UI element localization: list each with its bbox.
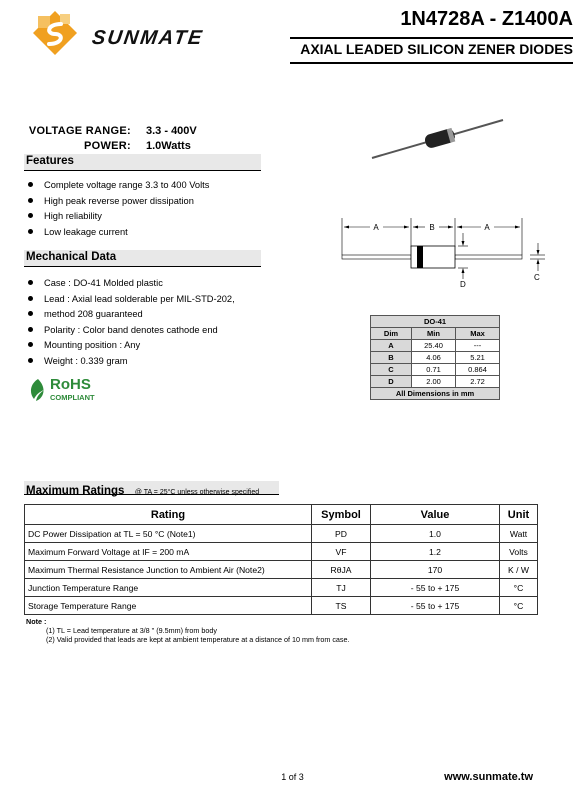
- spec-labels: [27, 124, 131, 154]
- voltage-value: 3.3 - 400V: [146, 125, 197, 137]
- part-number-title: 1N4728A - Z1400A: [400, 8, 573, 30]
- table-row: Storage Temperature Range TS - 55 to + 175 °C: [25, 597, 538, 615]
- notes-title: Note :: [26, 617, 47, 626]
- brand-name: SUNMATE: [90, 27, 206, 49]
- bullet-icon: [28, 229, 33, 234]
- col-header-value: Value: [371, 505, 500, 525]
- dim-label-b: B: [429, 223, 435, 232]
- mechanical-list: [26, 276, 235, 369]
- dim-label-d: D: [460, 280, 466, 289]
- list-item: Case : DO-41 Molded plastic: [26, 276, 235, 292]
- col-header-unit: Unit: [500, 505, 538, 525]
- lead-right: [455, 255, 522, 259]
- dim-col-header: Min: [412, 328, 456, 340]
- power-label: POWER:: [83, 140, 131, 152]
- cathode-band: [417, 246, 423, 268]
- table-row: D 2.00 2.72: [371, 376, 500, 388]
- dim-label-c: C: [534, 273, 540, 282]
- notes-section: [26, 617, 350, 644]
- table-row: Junction Temperature Range TJ - 55 to + 175 °C: [25, 579, 538, 597]
- bullet-icon: [28, 358, 33, 363]
- list-item: Low leakage current: [26, 225, 209, 241]
- ratings-table: [24, 504, 538, 615]
- table-row: A 25.40 ---: [371, 340, 500, 352]
- bullet-icon: [28, 213, 33, 218]
- power-value: 1.0Watts: [146, 140, 191, 152]
- diode-photo-icon: [370, 118, 505, 160]
- bullet-icon: [28, 296, 33, 301]
- spec-values: [146, 124, 197, 154]
- title-rule: [290, 37, 573, 39]
- ratings-condition: @ TA = 25°C unless otherwise specified: [134, 489, 260, 496]
- list-item: Mounting position : Any: [26, 338, 235, 354]
- brand-logo-icon: [32, 10, 78, 56]
- table-row: Maximum Forward Voltage at IF = 200 mA VF 1.2 Volts: [25, 543, 538, 561]
- voltage-label: VOLTAGE RANGE:: [28, 125, 131, 137]
- mechanical-heading: Mechanical Data: [24, 250, 261, 267]
- note-item: (2) Valid provided that leads are kept at ambient temperature at a distance of 10 mm from case.: [46, 635, 350, 644]
- lead-left: [342, 255, 411, 259]
- bullet-icon: [28, 342, 33, 347]
- bullet-icon: [28, 327, 33, 332]
- list-item: High reliability: [26, 209, 209, 225]
- dim-table-title: DO-41: [371, 316, 500, 328]
- product-subtitle: AXIAL LEADED SILICON ZENER DIODES: [300, 41, 573, 57]
- list-item: Weight : 0.339 gram: [26, 354, 235, 370]
- list-item: Polarity : Color band denotes cathode end: [26, 323, 235, 339]
- bullet-icon: [28, 182, 33, 187]
- dim-label-a-left: A: [373, 223, 379, 232]
- rohs-title: RoHS: [50, 376, 91, 393]
- dim-label-a-right: A: [484, 223, 490, 232]
- list-item: Complete voltage range 3.3 to 400 Volts: [26, 178, 209, 194]
- table-row: Maximum Thermal Resistance Junction to Ambient Air (Note2) RθJA 170 K / W: [25, 561, 538, 579]
- dimension-diagram: [335, 215, 550, 295]
- ratings-heading: Maximum Ratings: [26, 485, 125, 497]
- ratings-heading-bar: [24, 481, 279, 495]
- rohs-badge: [27, 376, 107, 404]
- col-header-symbol: Symbol: [312, 505, 371, 525]
- table-row: DC Power Dissipation at TL = 50 °C (Note1) PD 1.0 Watt: [25, 525, 538, 543]
- list-item: High peak reverse power dissipation: [26, 194, 209, 210]
- subtitle-rule: [290, 62, 573, 64]
- bullet-icon: [28, 280, 33, 285]
- features-heading: Features: [24, 154, 261, 171]
- table-row: C 0.71 0.864: [371, 364, 500, 376]
- rohs-subtitle: COMPLIANT: [50, 393, 95, 402]
- list-item: Lead : Axial lead solderable per MIL-STD-202,: [26, 292, 235, 308]
- bullet-icon: [28, 198, 33, 203]
- bullet-icon: [28, 311, 33, 316]
- leaf-icon: [27, 378, 49, 402]
- col-header-rating: Rating: [25, 505, 312, 525]
- dim-table-footer: All Dimensions in mm: [371, 388, 500, 400]
- dim-col-header: Max: [456, 328, 500, 340]
- dimension-table: [370, 315, 500, 400]
- dim-col-header: Dim: [371, 328, 412, 340]
- list-item: method 208 guaranteed: [26, 307, 235, 323]
- note-item: (1) TL = Lead temperature at 3/8 " (9.5mm) from body: [46, 626, 217, 635]
- website-link[interactable]: www.sunmate.tw: [444, 771, 533, 783]
- page-number: 1 of 3: [281, 772, 304, 782]
- features-list: [26, 178, 209, 240]
- table-row: B 4.06 5.21: [371, 352, 500, 364]
